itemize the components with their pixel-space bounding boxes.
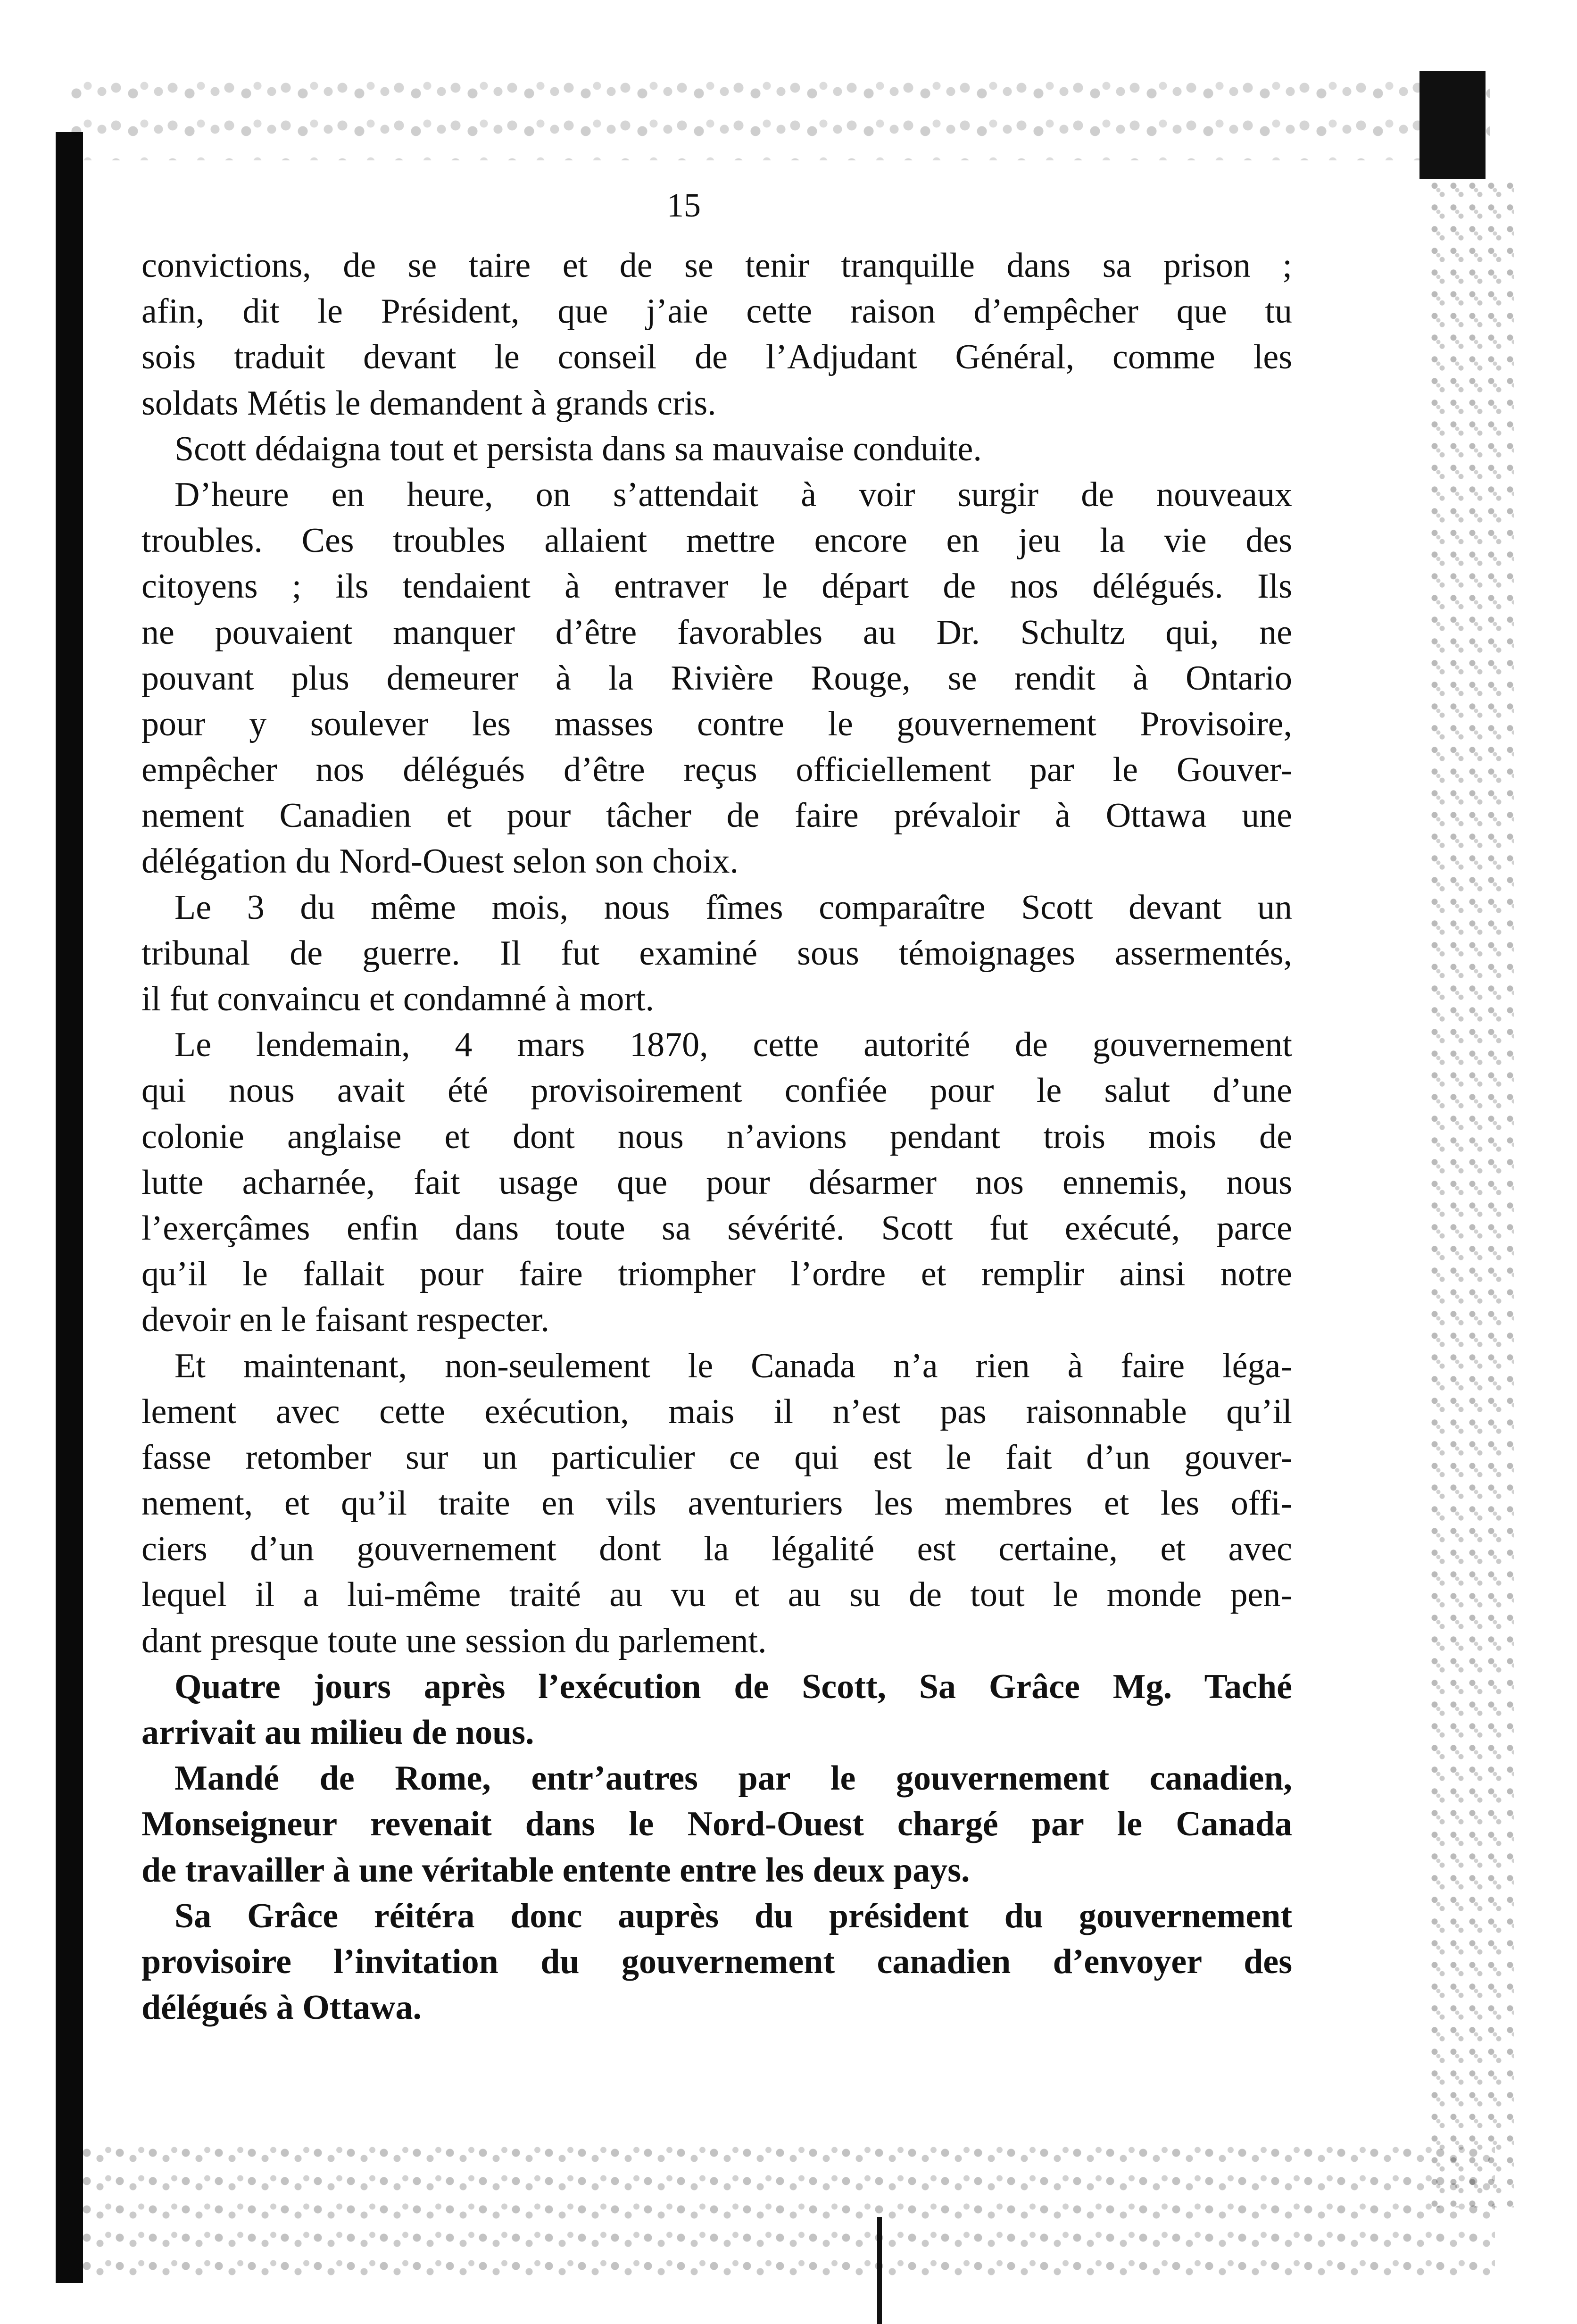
text-line: délégation du Nord-Ouest selon son choix.	[141, 842, 739, 881]
text-line: Quatre jours après l’exécution de Scott, Sa Grâce Mg. Taché	[174, 1667, 1292, 1706]
text-line: Mandé de Rome, entr’autres par le gouvernement canadien,	[174, 1759, 1292, 1798]
text-line: pouvant plus demeurer à la Rivière Rouge, se rendit à Ontario	[141, 658, 1292, 698]
right-edge-noise	[1429, 179, 1514, 2207]
text-line: fasse retomber sur un particulier ce qui est le fait d’un gouver-	[141, 1438, 1292, 1477]
text-line: sois traduit devant le conseil de l’Adjudant Général, comme les	[141, 338, 1292, 377]
bottom-edge-line	[877, 2217, 882, 2324]
text-line: tribunal de guerre. Il fut examiné sous témoignages assermentés,	[141, 933, 1292, 973]
text-line: l’exerçâmes enfin dans toute sa sévérité. Scott fut exécuté, parce	[141, 1208, 1292, 1248]
page-number: 15	[667, 186, 701, 224]
top-right-dark-mark	[1419, 71, 1486, 179]
text-line: lutte acharnée, fait usage que pour désarmer nos ennemis, nous	[141, 1163, 1292, 1202]
text-line: qui nous avait été provisoirement confiée pour le salut d’une	[141, 1071, 1292, 1110]
text-line: convictions, de se taire et de se tenir tranquille dans sa prison ;	[141, 246, 1292, 285]
text-line: citoyens ; ils tendaient à entraver le départ de nos délégués. Ils	[141, 567, 1292, 606]
text-line: délégués à Ottawa.	[141, 1988, 422, 2027]
bottom-edge-noise	[80, 2141, 1495, 2283]
text-line: soldats Métis le demandent à grands cris.	[141, 383, 716, 423]
text-line: colonie anglaise et dont nous n’avions pendant trois mois de	[141, 1117, 1292, 1156]
text-line: Sa Grâce réitéra donc auprès du président du gouvernement	[174, 1896, 1292, 1935]
text-line: nement, et qu’il traite en vils aventuriers les membres et les offi-	[141, 1484, 1292, 1523]
text-line: qu’il le fallait pour faire triompher l’ordre et remplir ainsi notre	[141, 1255, 1292, 1294]
text-line: il fut convaincu et condamné à mort.	[141, 980, 655, 1018]
text-line: D’heure en heure, on s’attendait à voir surgir de nouveaux	[174, 475, 1292, 514]
text-line: afin, dit le Président, que j’aie cette raison d’empêcher que tu	[141, 292, 1292, 331]
text-line: nement Canadien et pour tâcher de faire prévaloir à Ottawa une	[141, 796, 1292, 835]
text-line: devoir en le faisant respecter.	[141, 1300, 549, 1340]
text-line: arrivait au milieu de nous.	[141, 1713, 534, 1752]
text-line: ciers d’un gouvernement dont la légalité est certaine, et avec	[141, 1530, 1292, 1569]
text-line: dant presque toute une session du parlement.	[141, 1621, 767, 1660]
text-line: provisoire l’invitation du gouvernement canadien d’envoyer des	[141, 1942, 1292, 1981]
text-line: lequel il a lui-même traité au vu et au su de tout le monde pen-	[141, 1575, 1292, 1615]
text-line: troubles. Ces troubles allaient mettre encore en jeu la vie des	[141, 521, 1292, 560]
text-line: Monseigneur revenait dans le Nord-Ouest chargé par le Canada	[141, 1805, 1292, 1844]
text-line: Et maintenant, non-seulement le Canada n’a rien à faire léga-	[174, 1346, 1292, 1385]
text-line: Le lendemain, 4 mars 1870, cette autorité de gouvernement	[174, 1025, 1292, 1065]
text-line: de travailler à une véritable entente entre les deux pays.	[141, 1850, 970, 1890]
binding-shadow	[56, 132, 83, 2283]
text-line: Scott dédaigna tout et persista dans sa mauvaise conduite.	[174, 429, 982, 468]
text-line: Le 3 du même mois, nous fîmes comparaître Scott devant un	[174, 888, 1292, 927]
text-line: ne pouvaient manquer d’être favorables au Dr. Schultz qui, ne	[141, 613, 1292, 652]
top-edge-noise	[71, 71, 1490, 160]
body-text	[141, 243, 1292, 2031]
text-line: lement avec cette exécution, mais il n’est pas raisonnable qu’il	[141, 1392, 1292, 1431]
text-line: pour y soulever les masses contre le gouvernement Provisoire,	[141, 704, 1292, 743]
text-line: empêcher nos délégués d’être reçus officiellement par le Gouver-	[141, 750, 1292, 790]
